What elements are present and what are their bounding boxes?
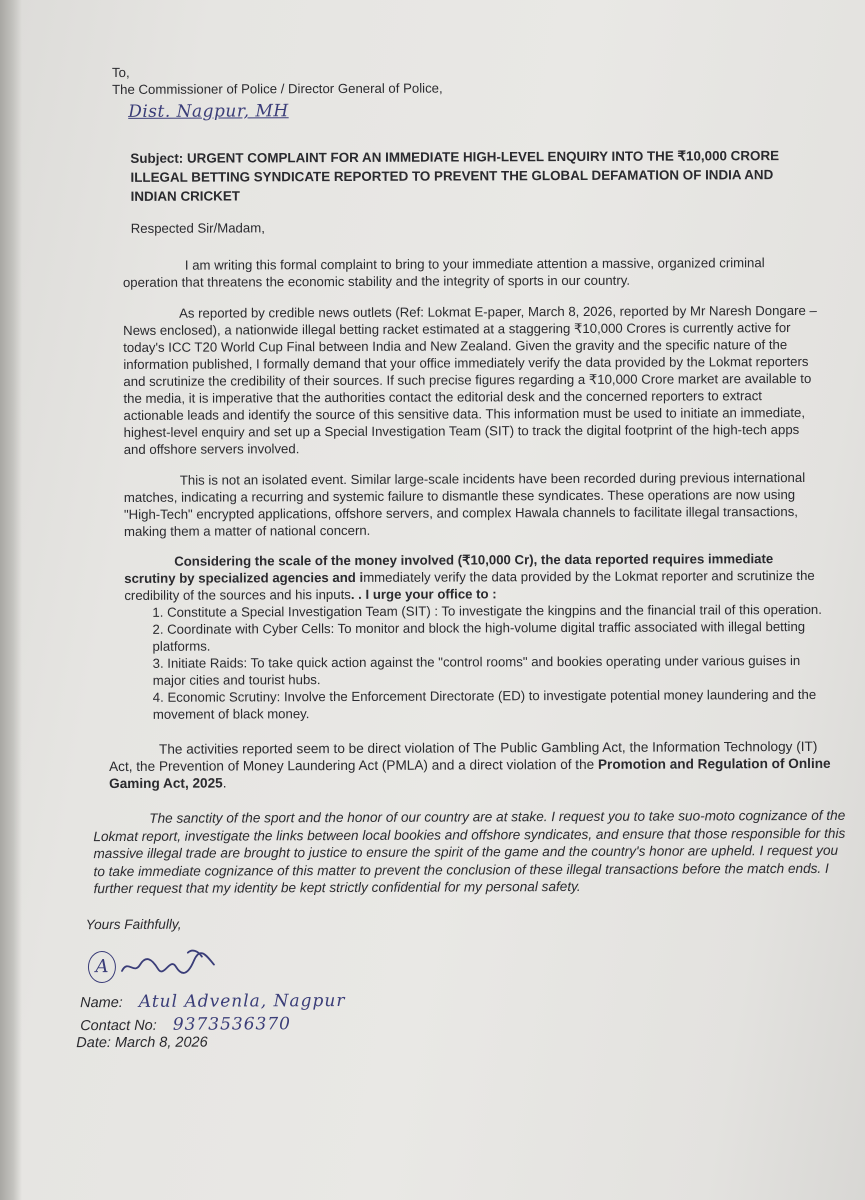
subject-line xyxy=(130,146,820,206)
demands-list xyxy=(152,601,833,723)
list-item: 2. Coordinate with Cyber Cells: To monitor and block the high-volume digital traffic associated with illegal betting platforms. xyxy=(152,618,806,654)
acts-end: . xyxy=(222,775,227,791)
to-line: To, xyxy=(112,64,130,80)
list-item: 4. Economic Scrutiny: Involve the Enforcement Directorate (ED) to investigate potential money laundering and the movement of black money. xyxy=(152,686,817,722)
acts-text: The activities reported seem to be direct violation of The Public Gambling Act, the Information Technology (IT) Act, the Prevention of Money Laundering Act (PMLA) and a direct violation of the xyxy=(109,738,818,775)
paper-fold-shadow xyxy=(0,0,22,1200)
closing-line: Yours Faithfully, xyxy=(85,916,182,932)
salutation: Respected Sir/Madam, xyxy=(130,220,265,236)
scrutiny-normal-text: mmediately verify the data provided by the Lokmat reporter and scrutinize the credibility of the sources and his inputs xyxy=(124,567,815,603)
signature xyxy=(88,941,838,990)
paragraph-scrutiny xyxy=(124,550,824,604)
paragraph-report: As reported by credible news outlets (Ref: Lokmat E-paper, March 8, 2026, reported by Mr Naresh Dongare – News enclosed), a nationwide illegal betting racket estimated at a staggering ₹10,000 Crores is currently active for today's ICC T20 World Cup Final between India and New Zealand. Given the gravity and the specific nature of the information published, I formally demand that your office immediately verify the data provided by the Lokmat reporters and scrutinize the credibility of their sources. If such precise figures regarding a ₹10,000 Crore market are available to the media, it is imperative that the authorities contact the editorial desk and the concerned reporters to extract actionable leads and identify the source of this sensitive data. This information must be used to initiate an immediate, highest-level enquiry and set up a Special Investigation Team (SIT) to track the digital footprint of the high-tech apps and offshore servers involved. xyxy=(123,302,817,457)
contact-handwritten: 9373536370 xyxy=(172,1013,292,1035)
scrutiny-urge-text: . . I urge your office to : xyxy=(350,586,497,602)
date-line: Date: March 8, 2026 xyxy=(76,1034,208,1051)
paragraph-sanctity: The sanctity of the sport and the honor of our country are at stake. I request you to take suo-moto cognizance of the Lokmat report, investigate the links between local bookies and offshore syndicates, and ensure that those responsible for this massive illegal trade are brought to justice to ensure the spirit of the game and the country's honor are upheld. I request you to take immediate cognizance of this matter to prevent the conclusion of these illegal transactions before the match ends. I further request that my identity be kept strictly confidential for my personal safety. xyxy=(93,807,846,897)
paragraph-acts xyxy=(109,738,839,792)
signature-initial-mark: A xyxy=(88,950,116,982)
name-handwritten: Atul Advenla, Nagpur xyxy=(138,990,346,1012)
subject-label: Subject: xyxy=(130,150,184,166)
addressee-line: The Commissioner of Police / Director General of Police, xyxy=(112,80,443,97)
contact-label: Contact No: xyxy=(80,1017,157,1034)
scrutiny-bold-text: Considering the scale of the money involved (₹10,000 Cr), the data reported requires immediate scrutiny by specialized agencies and i xyxy=(124,551,774,586)
list-item: 1. Constitute a Special Investigation Team (SIT) : To investigate the kingpins and the financial trail of this operation. xyxy=(152,601,822,620)
name-label: Name: xyxy=(80,994,123,1011)
gaming-act-bold: Promotion and Regulation of Online Gaming Act, 2025 xyxy=(109,755,831,792)
list-item: 3. Initiate Raids: To take quick action against the "control rooms" and bookies operating under various guises in major cities and tourist hubs. xyxy=(152,653,801,688)
subject-text: URGENT COMPLAINT FOR AN IMMEDIATE HIGH-LEVEL ENQUIRY INTO THE ₹10,000 CRORE ILLEGAL BETTING SYNDICATE REPORTED TO PREVENT THE GLOBAL DEFAMATION OF INDIA AND INDIAN CRICKET xyxy=(130,148,780,204)
name-row xyxy=(80,987,838,1013)
paragraph-intro: I am writing this formal complaint to bring to your immediate attention a massive, organized criminal operation that threatens the economic stability and the integrity of sports in our country. xyxy=(122,255,765,290)
complaint-letter xyxy=(76,61,846,1052)
signature-scrawl xyxy=(118,944,228,980)
paragraph-not-isolated: This is not an isolated event. Similar large-scale incidents have been recorded during previous international matches, indicating a recurring and systemic failure to dismantle these syndicates. These operations are now using "High-Tech" encrypted applications, offshore servers, and complex Hawala channels to facilitate illegal transactions, making them a matter of national concern. xyxy=(123,469,806,539)
district-handwritten: Dist. Nagpur, MH xyxy=(128,101,289,122)
